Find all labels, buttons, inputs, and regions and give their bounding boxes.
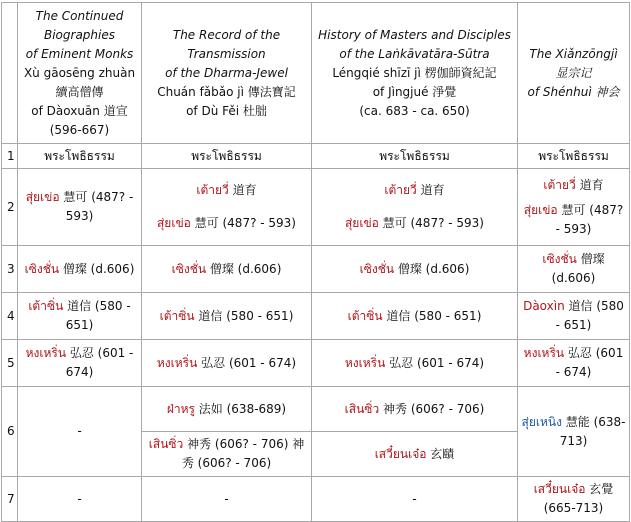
thai-name: เต้ายวี่ [196,183,229,197]
lineage-table [1,2,630,522]
cell [142,169,312,246]
thai-name: เซิงชั่น [171,261,207,276]
name-detail: 玄賾 [426,446,455,461]
name-detail: 道育 [228,183,257,197]
table-row [2,340,630,387]
cell [518,477,630,522]
cell: พระโพธิธรรม [18,144,142,169]
name-detail: 弘忍 (601 - 674) [65,346,134,379]
name-detail: 弘忍 (601 - 674) [555,346,624,379]
row-number: 2 [2,169,18,246]
name-detail: 神秀 (606? - 706) 神秀 (606? - 706) [181,437,305,470]
thai-name: สุ่ยเข่อ [344,216,379,230]
name-detail: 慧可 (487? - 593) [378,216,484,230]
cell [312,246,518,293]
row-number: 1 [2,144,18,169]
cell: พระโพธิธรรม [518,144,630,169]
cell: - [312,477,518,522]
thai-name: สุ่ยเข่อ [25,190,60,204]
header-blank [2,3,18,144]
thai-name: เต้าซิ่น [28,299,64,313]
name-detail: 慧可 (487? - 593) [59,190,134,223]
name-detail: 僧璨 (d.606) [59,261,135,276]
name-detail: 道信 (580 - 651) [555,299,624,332]
cell [142,432,312,477]
cell [312,169,518,246]
thai-name: เซิงชั่น [542,252,577,266]
name-detail: 僧璨 (d.606) [206,261,282,276]
header-row [2,3,630,144]
cell [142,293,312,340]
name-detail: 道育 [416,183,445,197]
thai-name: เต้าซิ่น [159,308,195,323]
name-detail: 僧璨 (d.606) [394,261,470,276]
thai-name: หงเหริ่น [156,355,198,370]
table-row [2,477,630,522]
name-detail: 玄覺 (665-713) [543,482,614,515]
thai-name: ฝ่าหรู [166,401,195,416]
thai-name: สุ่ยเข่อ [523,202,558,217]
thai-name: เต้ายวี่ [543,177,576,192]
name-detail: 神秀 (606? - 706) [379,401,485,416]
thai-name: หงเหริ่น [344,355,386,370]
thai-name: หงเหริ่น [523,346,565,360]
row-number: 6 [2,387,18,477]
cell: - [142,477,312,522]
thai-name: เสวี๋ยนเจ๋อ [374,446,427,461]
name-detail: 僧璨 (d.606) [551,252,605,285]
thai-name: เซิงชั่น [24,261,60,276]
name-detail: 道信 (580 - 651) [63,299,131,332]
table-row [2,387,630,432]
cell [18,169,142,246]
thai-name: เซิงชั่น [359,261,395,276]
name-detail: 法如 (638-689) [194,401,287,416]
name-detail: 道育 [575,177,604,192]
name-detail: 道信 (580 - 651) [382,308,482,323]
row-number: 4 [2,293,18,340]
cell [142,340,312,387]
cell: - [18,387,142,477]
table-row [2,246,630,293]
row-number: 5 [2,340,18,387]
romanized-name: Dàoxìn [523,299,565,313]
header-col2: The Record of the Transmission of the Dharma-Jewel Chuán fǎbǎo jì 傳法寶記 of Dù Fěi 杜朏 [142,3,312,144]
cell [312,432,518,477]
row-number: 7 [2,477,18,522]
cell: - [18,477,142,522]
thai-name: สุ่ยเหนิง [521,414,562,429]
cell [312,340,518,387]
cell [312,387,518,432]
name-detail: 弘忍 (601 - 674) [385,355,485,370]
name-detail: 弘忍 (601 - 674) [197,355,297,370]
cell [18,246,142,293]
thai-name: เสินซิ่ว [344,401,380,416]
cell [18,293,142,340]
thai-name: เต้าซิ่น [347,308,383,323]
cell: พระโพธิธรรม [142,144,312,169]
name-detail: 慧能 (638-713) [559,414,626,448]
cell [518,387,630,477]
cell [312,293,518,340]
header-col3: History of Masters and Disciples of the Laṅkāvatāra-Sūtra Léngqié shīzī jì 楞伽師資紀記 of Jìngjué 淨覺 (ca. 683 - ca. 650) [312,3,518,144]
row-number: 3 [2,246,18,293]
cell [518,246,630,293]
table-row [2,144,630,169]
cell [518,340,630,387]
table-row [2,169,630,246]
thai-name: เสวี๋ยนเจ๋อ [533,482,586,496]
thai-name: เต้ายวี่ [384,183,417,197]
cell [142,387,312,432]
table-row [2,293,630,340]
thai-name: หงเหริ่น [25,346,67,360]
cell [518,169,630,246]
name-detail: 道信 (580 - 651) [194,308,294,323]
name-detail: 慧可 (487? - 593) [555,202,624,236]
header-col4: The Xiǎnzōngjì 显宗记 of Shénhuì 神会 [518,3,630,144]
cell [18,340,142,387]
thai-name: สุ่ยเข่อ [156,216,191,230]
header-col1: The Continued Biographies of Eminent Monks Xù gāosēng zhuàn 續高僧傳 of Dàoxuān 道宣 (596-667) [18,3,142,144]
cell [142,246,312,293]
cell [518,293,630,340]
name-detail: 慧可 (487? - 593) [190,216,296,230]
cell: พระโพธิธรรม [312,144,518,169]
thai-name: เสินซิ่ว [148,437,184,451]
